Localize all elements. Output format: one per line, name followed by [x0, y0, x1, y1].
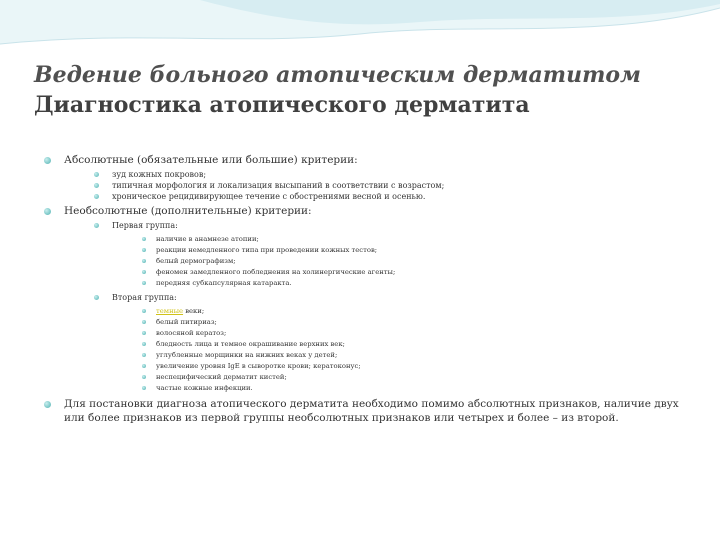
conclusion-item [44, 397, 684, 425]
list-item: увеличение уровня IgE в сыворотке крови; кератоконус; [142, 361, 684, 372]
list-item: белый дермографизм; [142, 256, 684, 267]
list-item: зуд кожных покровов; [94, 169, 684, 180]
list-item: бледность лица и темное окрашивание верхних век; [142, 339, 684, 350]
relative-criteria-heading: Необсолютные (дополнительные) критерии: [64, 205, 312, 217]
absolute-criteria-heading: Абсолютные (обязательные или большие) критерии: [64, 154, 358, 166]
bullet-icon [142, 309, 146, 313]
bullet-icon [94, 172, 99, 177]
bullet-icon [142, 248, 146, 252]
group-1-item [94, 220, 684, 289]
bullet-icon [94, 194, 99, 199]
bullet-icon [94, 295, 99, 300]
list-item: белый питириаз; [142, 317, 684, 328]
list-item: реакции немедленного типа при проведении кожных тестов; [142, 245, 684, 256]
bullet-icon [142, 353, 146, 357]
title-line-2: Диагностика атопического дерматита [34, 92, 530, 118]
list-item: типичная морфология и локализация высыпаний в соответствии с возрастом; [94, 180, 684, 191]
title-line-1: Ведение больного атопическим дерматитом [34, 62, 641, 88]
absolute-criteria-item [44, 153, 684, 202]
relative-criteria-item [44, 204, 684, 394]
list-item: частые кожные инфекции. [142, 383, 684, 394]
list-item: темные веки; [142, 306, 684, 317]
list-item: передняя субкапсулярная катаракта. [142, 278, 684, 289]
bullet-icon [142, 375, 146, 379]
list-item: волосяной кератоз; [142, 328, 684, 339]
list-item: неспецифический дерматит кистей; [142, 372, 684, 383]
group-2-heading: Вторая группа: [112, 293, 177, 302]
slide-title [34, 60, 694, 120]
bullet-icon [142, 270, 146, 274]
bullet-icon [44, 401, 51, 408]
bullet-icon [142, 259, 146, 263]
highlighted-word: темные [156, 307, 184, 315]
absolute-criteria-list [94, 169, 684, 202]
bullet-icon [94, 223, 99, 228]
bullet-icon [44, 208, 51, 215]
group-1-heading: Первая группа: [112, 221, 178, 230]
bullet-icon [142, 320, 146, 324]
list-item: углубленные морщинки на нижних веках у детей; [142, 350, 684, 361]
list-item: наличие в анамнезе атопии; [142, 234, 684, 245]
bullet-icon [142, 342, 146, 346]
slide-body [44, 152, 684, 425]
group-2-item [94, 292, 684, 394]
bullet-icon [142, 386, 146, 390]
bullet-icon [142, 364, 146, 368]
relative-criteria-list [94, 220, 684, 394]
conclusion-text: Для постановки диагноза атопического дерматита необходимо помимо абсолютных признаков, наличие двух или более признаков из первой группы необсолютных признаков или четырех и более – из второй. [64, 398, 679, 424]
bullet-icon [94, 183, 99, 188]
bullet-icon [142, 237, 146, 241]
bullet-icon [142, 331, 146, 335]
list-item: хроническое рецидивирующее течение с обострениями весной и осенью. [94, 191, 684, 202]
bullet-icon [142, 281, 146, 285]
list-item: феномен замедленного побледнения на холинергические агенты; [142, 267, 684, 278]
criteria-list [44, 153, 684, 425]
bullet-icon [44, 157, 51, 164]
group-1-list [142, 234, 684, 289]
group-2-list [142, 306, 684, 394]
